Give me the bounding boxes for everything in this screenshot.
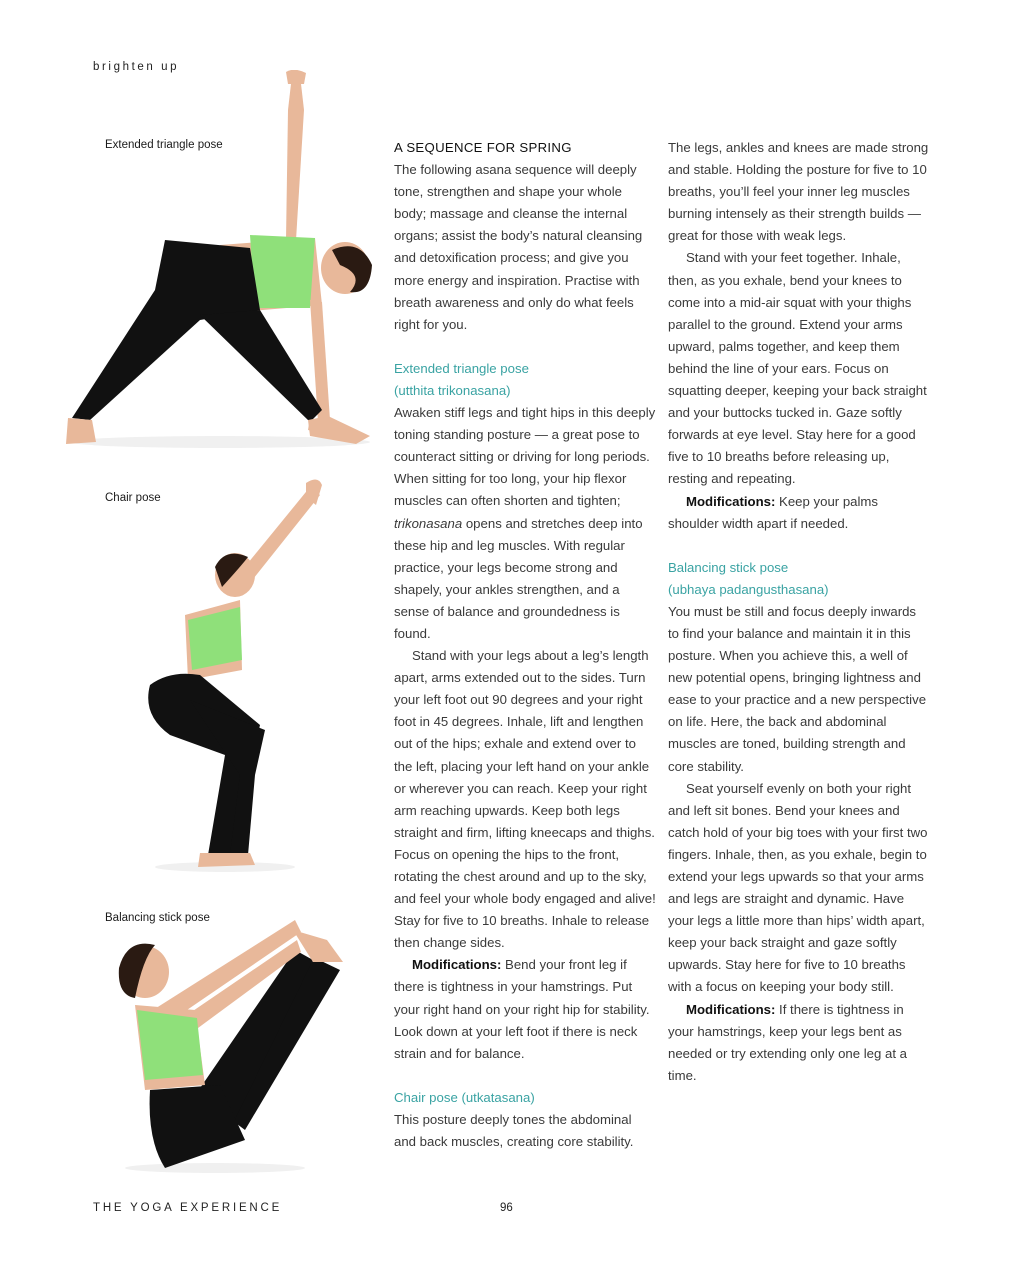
balancing-mod-text: If there is tightness in your hamstrings, keep your legs bent as needed or try extending only one leg at a time. xyxy=(668,1001,908,1083)
chair-paragraph-1: This posture deeply tones the abdominal and back muscles, creating core stability. xyxy=(394,1111,634,1150)
triangle-p1-text-a: Awaken stiff legs and tight hips in this deeply toning standing posture — a great pose to counteract sitting or driving for long periods. When sitting for too long, your hip flexor muscles can often shorten and tighten; xyxy=(394,405,656,509)
balancing-pose-title: Balancing stick pose xyxy=(668,559,789,575)
chair-modifications xyxy=(668,491,930,535)
balancing-modifications xyxy=(668,999,930,1087)
text-column-left xyxy=(394,137,656,1153)
triangle-pose-title: Extended triangle pose xyxy=(394,360,529,376)
balancing-paragraph-1: You must be still and focus deeply inwards to find your balance and maintain it in this posture. When you achieve this, a well of new potential opens, bringing lightness and ease to your practice and a new perspective on life. Here, the back and abdominal muscles are toned, building strength and core stability. xyxy=(668,603,927,774)
chair-mod-label: Modifications: xyxy=(686,493,776,509)
triangle-p1-emphasis: trikonasana xyxy=(394,515,463,531)
balancing-paragraph-2: Seat yourself evenly on both your right and left sit bones. Bend your knees and catch hold of your big toes with your first two fingers. Inhale, then, as you exhale, begin to extend your legs upwards so that your arms and legs are straight and dynamic. Have your legs a little more than hips’ width apart, keep your back straight and gaze softly upwards. Stay here for five to 10 breaths with a focus on keeping your body still. xyxy=(668,780,928,995)
triangle-paragraph-1 xyxy=(394,402,656,645)
chair-paragraph-2: Stand with your feet together. Inhale, then, as you exhale, bend your knees to come into a mid-air squat with your thighs parallel to the ground. Extend your arms upward, palms together, and keep them behind the line of your ears. Focus on squatting deeper, keeping your back straight and your buttocks tucked in. Gaze softly forwards at eye level. Stay here for a good five to 10 breaths before releasing up, resting and repeating. xyxy=(668,250,927,487)
triangle-modifications xyxy=(394,954,656,1064)
balancing-pose-subtitle: (ubhaya padangusthasana) xyxy=(668,581,829,597)
caption-triangle-pose: Extended triangle pose xyxy=(105,139,223,151)
page-number: 96 xyxy=(500,1202,513,1214)
triangle-p1-text-b: opens and stretches deep into these hip and leg muscles. With regular practice, your legs become strong and shapely, your ankles strengthen, and a sense of balance and groundedness is found. xyxy=(394,515,643,641)
triangle-mod-label: Modifications: xyxy=(412,957,502,973)
intro-paragraph: The following asana sequence will deeply tone, strengthen and shape your whole body; massage and cleanse the internal organs; assist the body’s natural cleansing and detoxification process; and give you more energy and inspiration. Practise with breath awareness and only do what feels right for you. xyxy=(394,162,643,332)
triangle-mod-text: Bend your front leg if there is tightness in your hamstrings. Put your right hand on your right hip for stability. Look down at your left foot if there is neck strain and for balance. xyxy=(394,957,650,1061)
caption-balancing-stick-pose: Balancing stick pose xyxy=(105,912,210,924)
chair-paragraph-1-continued: The legs, ankles and knees are made strong and stable. Holding the posture for five to 10 breaths, you’ll feel your inner leg muscles burning intensely as their strength builds — great for those with weak legs. xyxy=(668,140,929,244)
chair-pose-photo xyxy=(130,475,340,875)
section-tag: brighten up xyxy=(93,61,180,73)
text-column-right xyxy=(668,137,930,1087)
balancing-stick-pose-photo xyxy=(105,900,350,1175)
triangle-paragraph-2: Stand with your legs about a leg’s length apart, arms extended out to the sides. Turn your left foot out 90 degrees and your right foot in 45 degrees. Inhale, lift and lengthen out of the hips; exhale and extend over to the left, placing your left hand on your ankle or wherever you can reach. Keep your right arm reaching upwards. Keep both legs straight and firm, lifting kneecaps and thighs. Focus on opening the hips to the front, rotating the chest around and up to the sky, and feel your whole body engaged and alive! Stay for five to 10 breaths. Inhale to release then change sides. xyxy=(394,648,656,951)
triangle-pose-subtitle: (utthita trikonasana) xyxy=(394,382,511,398)
chair-mod-text: Keep your palms shoulder width apart if needed. xyxy=(668,493,879,531)
footer-book-title: THE YOGA EXPERIENCE xyxy=(93,1202,283,1214)
section-heading: A SEQUENCE FOR SPRING xyxy=(394,140,572,155)
triangle-pose-photo xyxy=(60,70,380,455)
balancing-mod-label: Modifications: xyxy=(686,1001,776,1017)
caption-chair-pose: Chair pose xyxy=(105,492,161,504)
chair-pose-title: Chair pose (utkatasana) xyxy=(394,1089,535,1105)
